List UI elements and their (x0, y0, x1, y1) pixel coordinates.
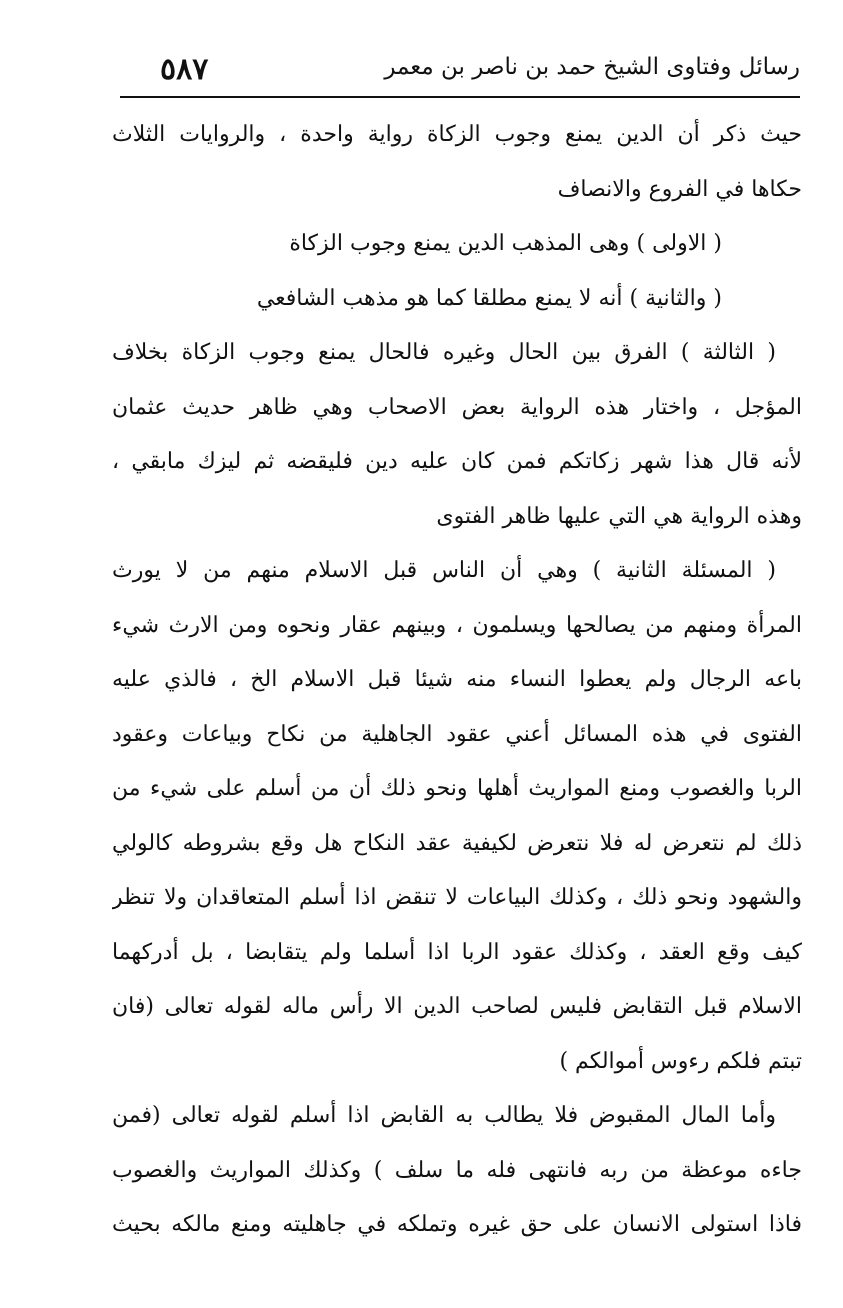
text-line: وأما المال المقبوض فلا يطالب به القابض اذا أسلم لقوله تعالى (فمن (112, 1103, 776, 1128)
text-line: باعه الرجال ولم يعطوا النساء منه شيئا قبل الاسلام الخ ، فالذي عليه (112, 667, 802, 692)
text-line: الفتوى في هذه المسائل أعني عقود الجاهلية من نكاح وبياعات وعقود (112, 721, 802, 747)
text-line: المرأة ومنهم من يصالحها ويسلمون ، وبينهم عقار ونحوه ومن الارث شيء (112, 612, 802, 638)
text-line: الربا والغصوب ومنع المواريث أهلها ونحو ذلك أن من أسلم على شيء من (112, 776, 802, 801)
page-number: ٥٨٧ (160, 52, 209, 87)
text-line: فاذا استولى الانسان على حق غيره وتملكه في جاهليته ومنع مالكه بحيث (112, 1212, 802, 1237)
text-line: والشهود ونحو ذلك ، وكذلك البياعات لا تنقض اذا أسلم المتعاقدان ولا تنظر (112, 885, 802, 910)
text-line: حكاها في الفروع والانصاف (557, 176, 802, 202)
running-title: رسائل وفتاوى الشيخ حمد بن ناصر بن معمر (384, 54, 800, 80)
text-line: ( المسئلة الثانية ) وهي أن الناس قبل الاسلام منهم من لا يورث (112, 558, 776, 583)
text-line: جاءه موعظة من ربه فانتهى فله ما سلف ) وكذلك المواريث والغصوب (112, 1157, 802, 1183)
text-line: الاسلام قبل التقابض فليس لصاحب الدين الا رأس ماله لقوله تعالى (فان (112, 994, 802, 1019)
body-text (112, 108, 802, 1253)
text-line: حيث ذكر أن الدين يمنع وجوب الزكاة رواية واحدة ، والروايات الثلاث (112, 122, 802, 147)
text-line: تبتم فلكم رءوس أموالكم ) (559, 1048, 802, 1074)
text-line: المؤجل ، واختار هذه الرواية بعض الاصحاب وهي ظاهر حديث عثمان (112, 394, 802, 420)
text-line: ذلك لم نتعرض له فلا نتعرض لكيفية عقد النكاح هل وقع بشروطه كالولي (112, 830, 802, 856)
text-line: ( الثالثة ) الفرق بين الحال وغيره فالحال يمنع وجوب الزكاة بخلاف (112, 340, 776, 365)
text-line: لأنه قال هذا شهر زكاتكم فمن كان عليه دين فليقضه ثم ليزك مابقي ، (112, 449, 802, 474)
header-divider (120, 96, 800, 98)
page-header (120, 52, 800, 92)
text-line: كيف وقع العقد ، وكذلك عقود الربا اذا أسلما ولم يتقابضا ، بل أدركهما (112, 939, 802, 965)
text-line: ( الاولى ) وهى المذهب الدين يمنع وجوب الزكاة (289, 231, 722, 256)
text-line: وهذه الرواية هي التي عليها ظاهر الفتوى (436, 503, 802, 529)
text-line: ( والثانية ) أنه لا يمنع مطلقا كما هو مذهب الشافعي (256, 285, 722, 311)
